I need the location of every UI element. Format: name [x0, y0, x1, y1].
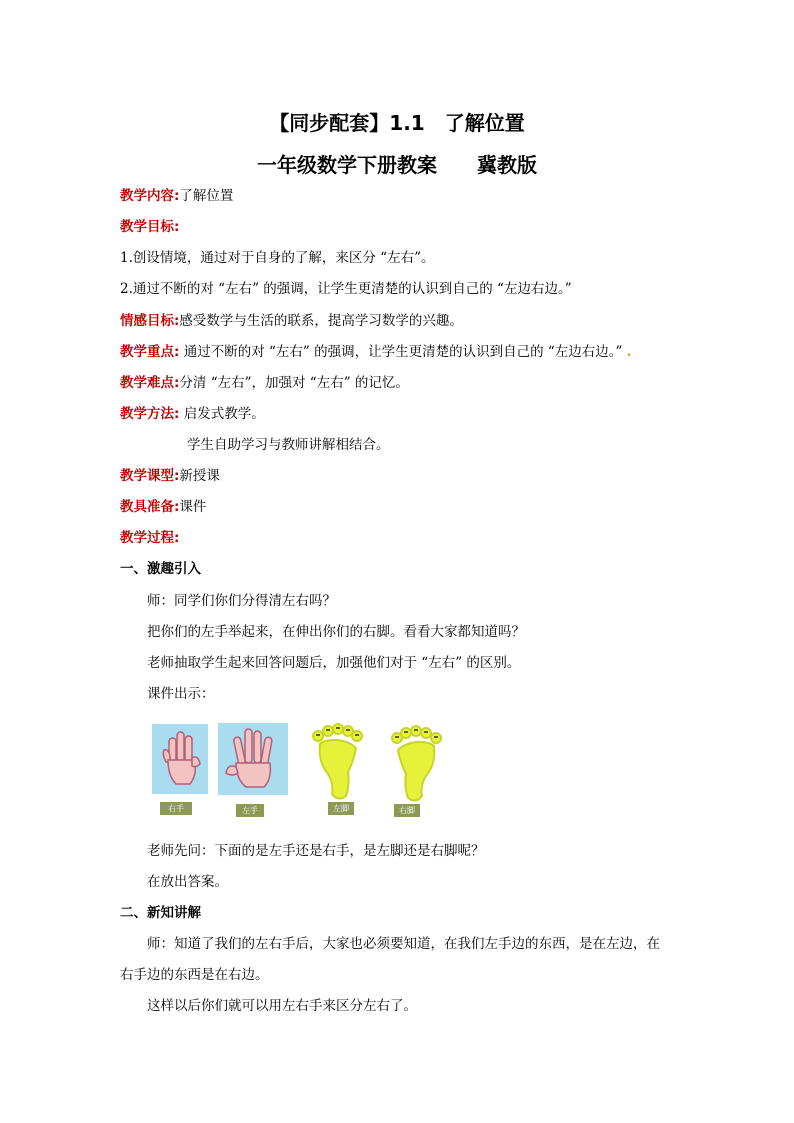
section1-p5: 老师先问：下面的是左手还是右手，是左脚还是右脚呢？: [147, 843, 485, 859]
difficulty-line: [120, 374, 409, 392]
lesson-type-text: 新授课: [179, 468, 220, 484]
hand-icon: [218, 723, 288, 795]
section2-p2: 这样以后你们就可以用左右手来区分左右了。: [147, 998, 417, 1014]
right-foot-image: [386, 724, 446, 804]
caption-right-hand: 右手: [160, 802, 192, 815]
lesson-type-line: [120, 467, 220, 485]
doc-subtitle: 一年级数学下册教案 冀教版: [257, 153, 537, 177]
key-point-line: [120, 343, 631, 361]
key-point-label: 教学重点:: [120, 344, 180, 360]
method-text-1: 启发式教学。: [183, 406, 265, 422]
key-point-mark: .: [626, 344, 632, 360]
goals-label-line: [120, 218, 179, 236]
right-hand-image: [152, 724, 208, 794]
caption-left-foot: 左脚: [328, 802, 354, 815]
section1-p1: 师：同学们你们分得清左右吗？: [147, 593, 336, 609]
left-hand-image: [218, 723, 288, 795]
hand-icon: [152, 724, 208, 794]
content-text: 了解位置: [179, 188, 234, 204]
emotion-label: 情感目标:: [120, 313, 180, 329]
foot-icon: [386, 724, 446, 804]
method-line: [120, 405, 265, 423]
difficulty-label: 教学难点:: [120, 375, 180, 391]
caption-left-hand: 左手: [236, 804, 264, 817]
method-text-2: 学生自助学习与教师讲解相结合。: [187, 437, 390, 453]
section1-p3: 老师抽取学生起来回答问题后，加强他们对于 “左右” 的区别。: [147, 655, 521, 671]
process-line: [120, 529, 179, 547]
process-label: 教学过程:: [120, 530, 180, 546]
lesson-type-label: 教学课型:: [120, 468, 180, 484]
left-foot-image: [308, 722, 368, 802]
tools-text: 课件: [179, 499, 207, 515]
emotion-text: 感受数学与生活的联系，提高学习数学的兴趣。: [179, 313, 463, 329]
section1-p2: 把你们的左手举起来，在伸出你们的右脚。看看大家都知道吗？: [147, 624, 525, 640]
section1-p6: 在放出答案。: [147, 874, 228, 890]
key-point-text: 通过不断的对 “左右” 的强调，让学生更清楚的认识到自己的 “左边右边。”: [183, 344, 623, 360]
caption-right-foot: 右脚: [394, 804, 420, 817]
difficulty-text: 分清 “左右”，加强对 “左右” 的记忆。: [179, 375, 409, 391]
section1-heading: 一、激趣引入: [120, 561, 201, 577]
section2-p1b: 右手边的东西是在右边。: [120, 967, 269, 983]
section1-p4: 课件出示：: [147, 686, 215, 702]
goal-item-1: 1.创设情境，通过对于自身的了解，来区分 “左右”。: [120, 250, 435, 266]
tools-label: 教具准备:: [120, 499, 180, 515]
foot-icon: [308, 722, 368, 802]
goals-label: 教学目标:: [120, 219, 180, 235]
section2-heading: 二、新知讲解: [120, 905, 201, 921]
tools-line: [120, 498, 206, 516]
content-line: [120, 187, 233, 205]
courseware-image: [150, 722, 450, 822]
doc-title: 【同步配套】1.1 了解位置: [269, 111, 525, 135]
content-label: 教学内容:: [120, 188, 180, 204]
section2-p1a: 师：知道了我们的左右手后，大家也必须要知道，在我们左手边的东西，是在左边，在: [147, 936, 660, 952]
method-label: 教学方法:: [120, 406, 180, 422]
goal-item-2: 2.通过不断的对 “左右” 的强调，让学生更清楚的认识到自己的 “左边右边。”: [120, 281, 572, 297]
emotion-line: [120, 312, 463, 330]
